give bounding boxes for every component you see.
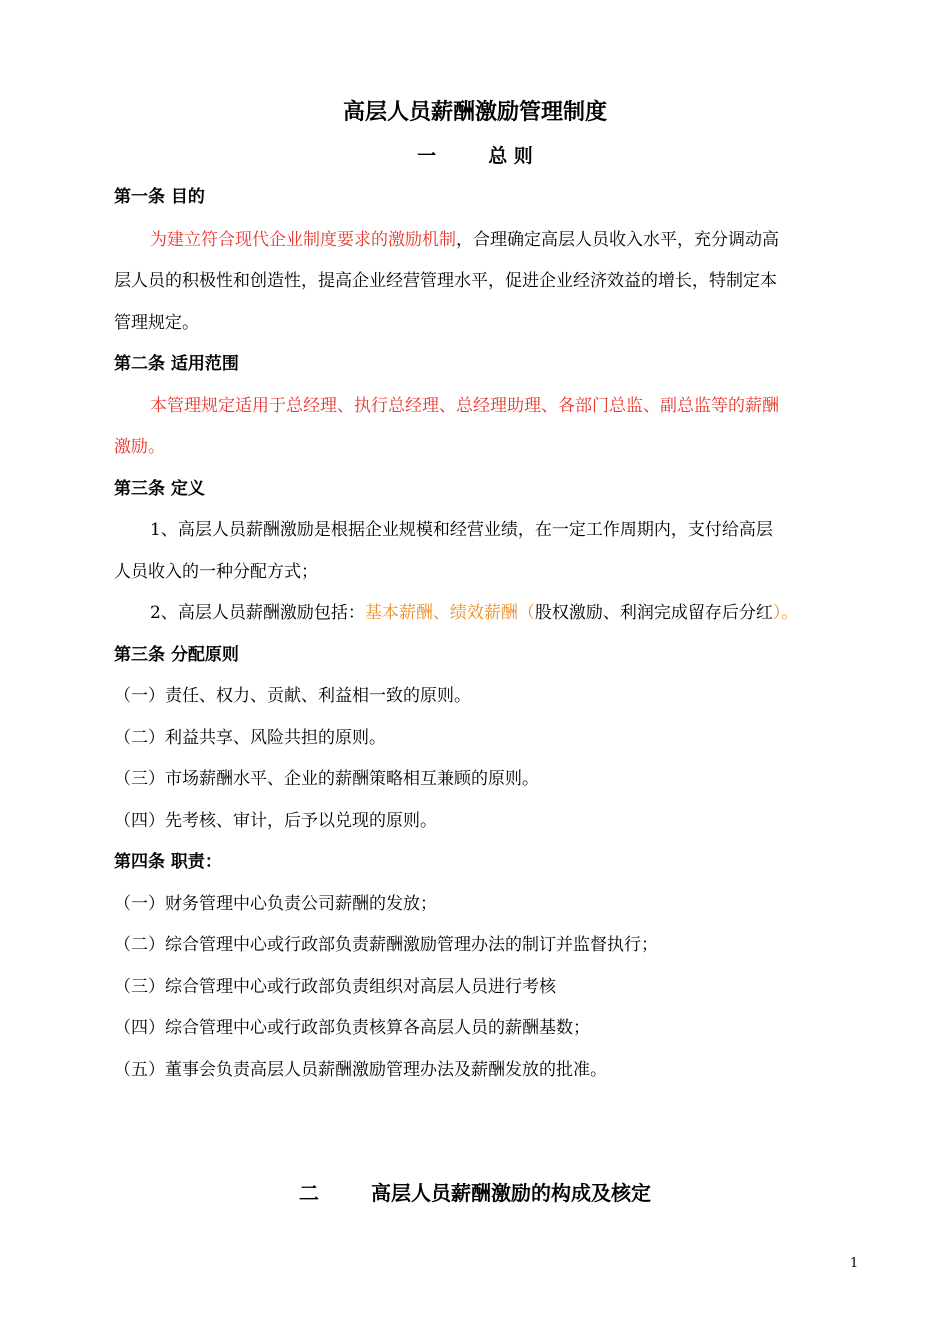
duty-item: （三）综合管理中心或行政部负责组织对高层人员进行考核 bbox=[114, 977, 556, 997]
article-3-heading: 第三条 定义 bbox=[114, 479, 205, 499]
article-4-heading: 第四条 职责： bbox=[114, 852, 222, 872]
chapter-2-heading bbox=[0, 1180, 950, 1206]
chapter-1-heading bbox=[0, 143, 950, 169]
article-2-line-1: 本管理规定适用于总经理、执行总经理、总经理助理、各部门总监、副总监等的薪酬 bbox=[150, 396, 779, 416]
principle-item: （四）先考核、审计，后予以兑现的原则。 bbox=[114, 811, 437, 831]
definition-1-line-2: 人员收入的一种分配方式； bbox=[114, 562, 318, 582]
article-1-heading: 第一条 目的 bbox=[114, 187, 205, 207]
definition-2-detail: 股权激励、利润完成留存后分红 bbox=[534, 603, 773, 623]
definition-2-highlight: 基本薪酬、绩效薪酬 bbox=[364, 603, 518, 623]
article-1-red-text: 为建立符合现代企业制度要求的激励机制 bbox=[150, 230, 456, 250]
duty-item: （一）财务管理中心负责公司薪酬的发放； bbox=[114, 894, 437, 914]
definition-2-paren-open: （ bbox=[517, 603, 535, 623]
principle-item: （三）市场薪酬水平、企业的薪酬策略相互兼顾的原则。 bbox=[114, 769, 539, 789]
definition-2 bbox=[150, 602, 798, 624]
document-title: 高层人员薪酬激励管理制度 bbox=[342, 100, 607, 125]
duty-item: （二）综合管理中心或行政部负责薪酬激励管理办法的制订并监督执行； bbox=[114, 935, 658, 955]
chapter-1-number: 一 bbox=[417, 145, 437, 167]
principle-item: （一）责任、权力、贡献、利益相一致的原则。 bbox=[114, 686, 471, 706]
definition-1-line-1: 1、高层人员薪酬激励是根据企业规模和经营业绩，在一定工作周期内，支付给高层 bbox=[150, 520, 773, 540]
duty-item: （四）综合管理中心或行政部负责核算各高层人员的薪酬基数； bbox=[114, 1018, 590, 1038]
article-1-line-2: 层人员的积极性和创造性，提高企业经营管理水平，促进企业经济效益的增长，特制定本 bbox=[114, 271, 777, 291]
article-1-line-1 bbox=[150, 229, 779, 251]
principle-item: （二）利益共享、风险共担的原则。 bbox=[114, 728, 386, 748]
definition-2-prefix: 2、高层人员薪酬激励包括： bbox=[150, 603, 365, 623]
article-2-heading: 第二条 适用范围 bbox=[114, 354, 239, 374]
definition-2-paren-close: ）。 bbox=[772, 603, 799, 623]
chapter-2-name: 高层人员薪酬激励的构成及核定 bbox=[371, 1181, 651, 1205]
page-number: 1 bbox=[850, 1256, 859, 1271]
article-2-line-2: 激励。 bbox=[114, 437, 165, 457]
chapter-1-name: 总 则 bbox=[488, 145, 533, 167]
principles-heading: 第三条 分配原则 bbox=[114, 645, 239, 665]
chapter-2-number: 二 bbox=[299, 1181, 319, 1205]
article-1-text: ，合理确定高层人员收入水平，充分调动高 bbox=[456, 230, 779, 250]
duty-item: （五）董事会负责高层人员薪酬激励管理办法及薪酬发放的批准。 bbox=[114, 1060, 607, 1080]
article-1-line-3: 管理规定。 bbox=[114, 313, 199, 333]
